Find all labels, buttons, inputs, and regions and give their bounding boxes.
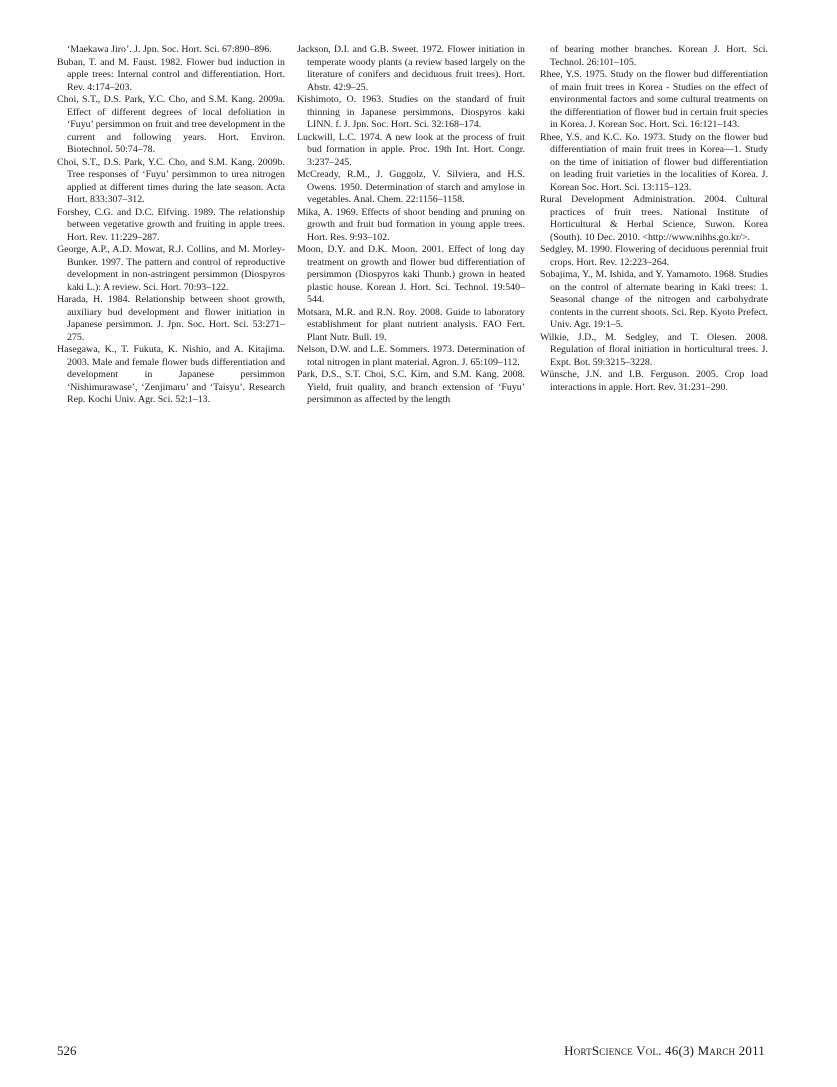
reference-entry: Rhee, Y.S. and K.C. Ko. 1973. Study on the flower bud differentiation of main fruit trees in Korea—1. Study on the time of initiation of flower bud differentiation on leading fruit varieties in the localities of Korea. J. Korean Soc. Hort. Sci. 13:115–123. bbox=[540, 131, 768, 193]
reference-entry: Rhee, Y.S. 1975. Study on the flower bud differentiation of main fruit trees in Korea - Studies on the effect of environmental factors and some cultural treatments on the differentiation of flower bud in certain fruit species in Korea. J. Korean Soc. Hort. Sci. 16:121–143. bbox=[540, 69, 768, 130]
reference-entry: Kishimoto, O. 1963. Studies on the standard of fruit thinning in Japanese persimmons, Diospyros kaki LINN. f. J. Jpn. Soc. Hort. Sci. 32:168–174. bbox=[297, 94, 525, 130]
references-column-1 bbox=[57, 44, 285, 407]
reference-entry: Choi, S.T., D.S. Park, Y.C. Cho, and S.M. Kang. 2009a. Effect of different degrees of local defoliation in ‘Fuyu’ persimmon on fruit and tree development in the current and following years. Hort. Environ. Biotechnol. 50:74–78. bbox=[57, 94, 285, 155]
reference-entry: Motsara, M.R. and R.N. Roy. 2008. Guide to laboratory establishment for plant nutrient analysis. FAO Fert. Plant Nutr. Bull. 19. bbox=[297, 306, 525, 343]
reference-entry: George, A.P., A.D. Mowat, R.J. Collins, and M. Morley-Bunker. 1997. The pattern and control of reproductive development in non-astringent persimmon (Diospyros kaki L.): A review. Sci. Hort. 70:93–122. bbox=[57, 244, 285, 293]
reference-entry: Nelson, D.W. and L.E. Sommers. 1973. Determination of total nitrogen in plant material. Agron. J. 65:109–112. bbox=[297, 344, 525, 368]
reference-entry: Sobajima, Y., M. Ishida, and Y. Yamamoto. 1968. Studies on the control of alternate bearing in Kaki trees: 1. Seasonal change of the nitrogen and carbohydrate contents in the current shoots. Sci. Rep. Kyoto Prefect. Univ. Agr. 19:1–5. bbox=[540, 269, 768, 330]
reference-entry: Forshey, C.G. and D.C. Elfving. 1989. The relationship between vegetative growth and fruiting in apple trees. Hort. Rev. 11:229–287. bbox=[57, 206, 285, 243]
reference-entry: Wünsche, J.N. and I.B. Ferguson. 2005. Crop load interactions in apple. Hort. Rev. 31:231–290. bbox=[540, 369, 768, 393]
reference-entry: Wilkie, J.D., M. Sedgley, and T. Olesen. 2008. Regulation of floral initiation in horticultural trees. J. Expt. Bot. 59:3215–3228. bbox=[540, 331, 768, 368]
reference-entry: Luckwill, L.C. 1974. A new look at the process of fruit bud formation in apple. Proc. 19th Int. Hort. Congr. 3:237–245. bbox=[297, 131, 525, 168]
reference-entry: Park, D.S., S.T. Choi, S.C. Kim, and S.M. Kang. 2008. Yield, fruit quality, and branch extension of ‘Fuyu’ persimmon as affected by the length bbox=[297, 369, 525, 405]
reference-continuation: ‘Maekawa Jiro’. J. Jpn. Soc. Hort. Sci. 67:890–896. bbox=[67, 44, 272, 55]
reference-entry: Hasegawa, K., T. Fukuta, K. Nishio, and A. Kitajima. 2003. Male and female flower buds differentiation and development in Japanese persimmon ‘Nishimurawase’, ‘Zenjimaru’ and ‘Taisyu’. Research Rep. Kochi Univ. Agr. Sci. 52:1–13. bbox=[57, 344, 285, 405]
reference-entry: Moon, D.Y. and D.K. Moon. 2001. Effect of long day treatment on growth and flower bud differentiation of persimmon (Diospyros kaki Thunb.) grown in heated plastic house. Korean J. Hort. Sci. Technol. 19:540–544. bbox=[297, 244, 525, 305]
page-footer bbox=[57, 1043, 765, 1059]
reference-entry: Harada, H. 1984. Relationship between shoot growth, auxiliary bud development and flower initiation in Japanese persimmon. J. Jpn. Soc. Hort. Sci. 53:271–275. bbox=[57, 294, 285, 343]
reference-entry: McCready, R.M., J. Guggolz, V. Silviera, and H.S. Owens. 1950. Determination of starch and amylose in vegetables. Anal. Chem. 22:1156–1158. bbox=[297, 169, 525, 205]
reference-continuation: of bearing mother branches. Korean J. Hort. Sci. Technol. 26:101–105. bbox=[550, 44, 768, 68]
reference-entry: Rural Development Administration. 2004. Cultural practices of fruit trees. National Institute of Horticultural & Herbal Science, Suwon. Korea (South). 10 Dec. 2010. <http://www.nihhs.go.kr/>. bbox=[540, 194, 768, 243]
reference-entry: Jackson, D.I. and G.B. Sweet. 1972. Flower initiation in temperate woody plants (a review based largely on the literature of conifers and deciduous fruit trees). Hort. Abstr. 42:9–25. bbox=[297, 44, 525, 93]
references-column-3 bbox=[540, 44, 768, 394]
references-column-2 bbox=[297, 44, 525, 407]
reference-entry: Buban, T. and M. Faust. 1982. Flower bud induction in apple trees: Internal control and differentiation. Hort. Rev. 4:174–203. bbox=[57, 56, 285, 93]
page-number: 526 bbox=[57, 1043, 77, 1058]
reference-entry: Choi, S.T., D.S. Park, Y.C. Cho, and S.M. Kang. 2009b. Tree responses of ‘Fuyu’ persimmon to urea nitrogen applied at different times during the late season. Acta Hort. 833:307–312. bbox=[57, 156, 285, 205]
reference-entry: Sedgley, M. 1990. Flowering of deciduous perennial fruit crops. Hort. Rev. 12:223–264. bbox=[540, 244, 768, 268]
reference-entry: Mika, A. 1969. Effects of shoot bending and pruning on growth and fruit bud formation in young apple trees. Hort. Res. 9:93–102. bbox=[297, 206, 525, 243]
journal-running-foot: HortScience Vol. 46(3) March 2011 bbox=[564, 1043, 765, 1058]
